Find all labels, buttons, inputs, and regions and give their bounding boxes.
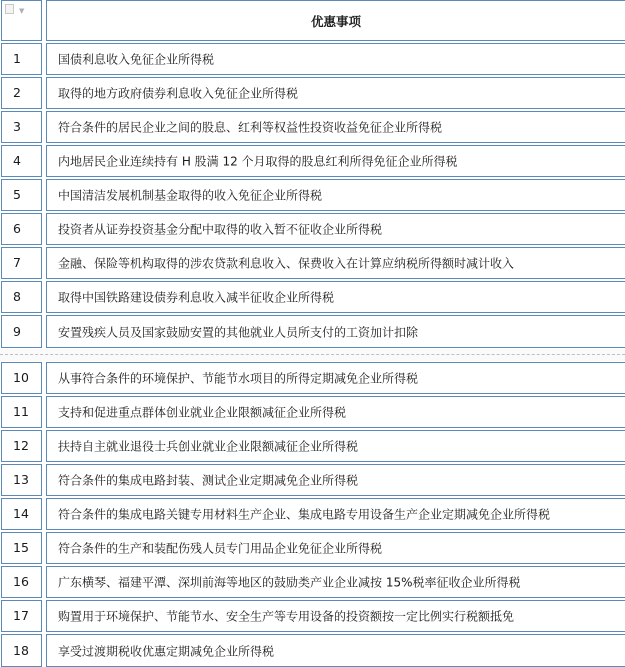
row-text: 享受过渡期税收优惠定期减免企业所得税 [58,644,275,658]
row-number: 6 [13,220,21,236]
table-row [0,315,625,348]
table-row [0,145,625,177]
row-text-cell [46,566,625,598]
row-text-cell [46,281,625,313]
table-row [0,498,625,530]
row-number-cell [1,396,42,428]
row-number: 2 [13,84,21,100]
table-row [0,213,625,245]
row-text: 扶持自主就业退役士兵创业就业企业限额减征企业所得税 [58,439,359,454]
table-row [0,247,625,279]
header-title: 优惠事项 [310,13,361,29]
row-number: 4 [13,152,21,168]
table-row [0,281,625,313]
row-text: 取得中国铁路建设债券利息收入减半征收企业所得税 [58,290,335,305]
row-text: 取得的地方政府债券利息收入免征企业所得税 [58,86,299,101]
row-text-cell [46,315,625,348]
row-number: 10 [13,369,29,385]
row-text: 投资者从证券投资基金分配中取得的收入暂不征收企业所得税 [58,222,383,237]
row-number: 16 [13,573,29,589]
table-row [0,77,625,109]
row-number-cell [1,464,42,496]
table-row [0,532,625,564]
row-number-cell [1,145,42,177]
row-text: 内地居民企业连续持有 H 股满 12 个月取得的股息红利所得免征企业所得税 [58,154,458,169]
row-number-cell [1,566,42,598]
table-header-row [0,0,625,41]
row-text-cell [46,532,625,564]
row-text-cell [46,213,625,245]
row-text: 中国清洁发展机制基金取得的收入免征企业所得税 [58,188,323,203]
row-number: 3 [13,118,21,134]
table-row [0,464,625,496]
row-text-cell [46,247,625,279]
row-text: 广东横琴、福建平潭、深圳前海等地区的鼓励类产业企业减按 15%税率征收企业所得税 [58,575,521,590]
row-text-cell [46,498,625,530]
row-text-cell [46,396,625,428]
table-row [0,179,625,211]
table-row [0,362,625,394]
row-text-cell [46,43,625,75]
table-row [0,396,625,428]
table-row [0,430,625,462]
table-row [0,634,625,667]
row-text-cell [46,111,625,143]
row-number-cell [1,247,42,279]
row-number-cell [1,498,42,530]
row-text-cell [46,634,625,667]
row-number: 9 [13,323,21,339]
row-text: 金融、保险等机构取得的涉农贷款利息收入、保费收入在计算应纳税所得额时减计收入 [58,256,515,271]
page-break-separator [0,349,625,361]
row-number-cell [1,77,42,109]
row-number: 5 [13,186,21,202]
row-text: 符合条件的集成电路封装、测试企业定期减免企业所得税 [58,473,359,488]
row-number-cell [1,600,42,632]
row-number-cell [1,430,42,462]
table-row [0,600,625,632]
row-number: 14 [13,505,29,521]
row-text: 符合条件的生产和装配伤残人员专门用品企业免征企业所得税 [58,541,383,556]
table-row [0,566,625,598]
row-text: 国债利息收入免征企业所得税 [58,52,215,67]
row-text-cell [46,362,625,394]
header-title-cell [46,0,625,41]
row-number: 18 [13,642,29,658]
row-number: 13 [13,471,29,487]
row-number-cell [1,43,42,75]
row-number: 17 [13,607,29,623]
row-number-cell [1,111,42,143]
row-number: 11 [13,403,29,419]
row-number-cell [1,213,42,245]
row-text: 从事符合条件的环境保护、节能节水项目的所得定期减免企业所得税 [58,371,419,386]
row-text: 符合条件的集成电路关键专用材料生产企业、集成电路专用设备生产企业定期减免企业所得税 [58,507,551,522]
row-number-cell [1,281,42,313]
row-number-cell [1,532,42,564]
row-text-cell [46,145,625,177]
row-text: 安置残疾人员及国家鼓励安置的其他就业人员所支付的工资加计扣除 [58,325,419,339]
row-text: 支持和促进重点群体创业就业企业限额减征企业所得税 [58,405,347,420]
row-number: 7 [13,254,21,270]
row-text-cell [46,179,625,211]
row-text: 符合条件的居民企业之间的股息、红利等权益性投资收益免征企业所得税 [58,120,443,135]
table-row [0,111,625,143]
row-number: 15 [13,539,29,555]
row-text-cell [46,464,625,496]
row-number: 8 [13,288,21,304]
row-text-cell [46,600,625,632]
row-number: 12 [13,437,29,453]
table-handle-icon[interactable]: ▼ [5,4,16,14]
row-number-cell [1,315,42,348]
row-text: 购置用于环境保护、节能节水、安全生产等专用设备的投资额按一定比例实行税额抵免 [58,609,515,624]
row-text-cell [46,430,625,462]
row-text-cell [46,77,625,109]
row-number-cell [1,362,42,394]
row-number-cell [1,179,42,211]
table-row [0,43,625,75]
header-number-cell [1,0,42,41]
row-number: 1 [13,50,21,66]
row-number-cell [1,634,42,667]
